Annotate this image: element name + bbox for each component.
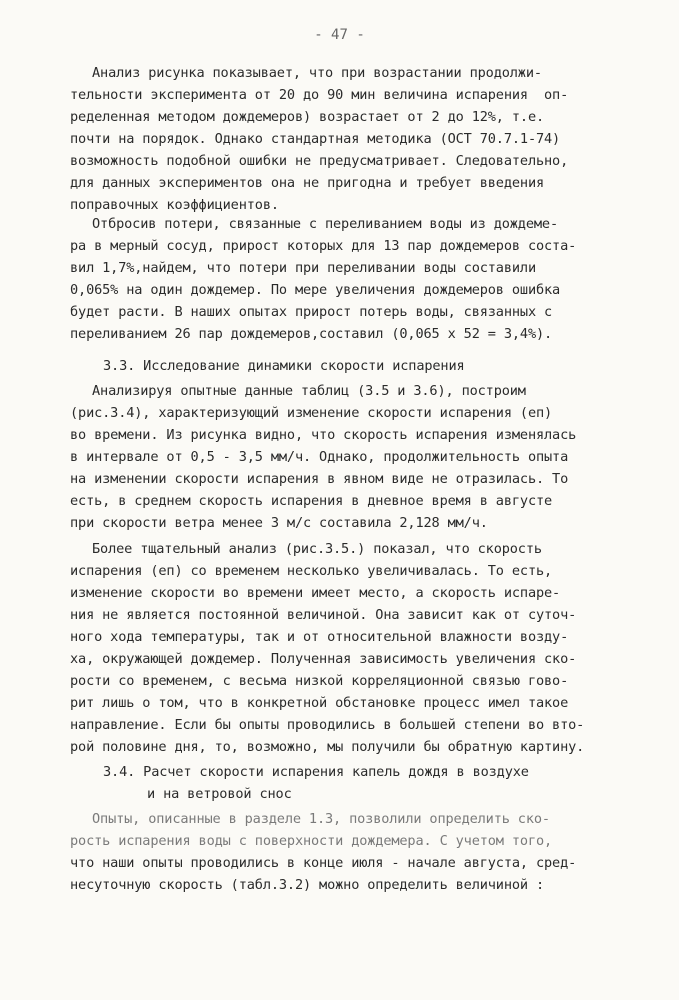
paragraph-2-line: переливанием 26 пар дождемеров,составил (0,065 х 52 = 3,4%). <box>70 326 553 342</box>
paragraph-2-line: ра в мерный сосуд, прирост которых для 13 пар дождемеров соста- <box>70 238 577 254</box>
paragraph-3-line: во времени. Из рисунка видно, что скорость испарения изменялась <box>70 427 577 443</box>
paragraph-4-line: ха, окружающей дождемер. Полученная зависимость увеличения ско- <box>70 651 577 667</box>
section-heading-3-4: 3.4. Расчет скорости испарения капель дождя в воздухе <box>103 764 529 780</box>
paragraph-3-line: есть, в среднем скорость испарения в дневное время в августе <box>70 493 553 509</box>
paragraph-1-line: тельности эксперимента от 20 до 90 мин величина испарения оп- <box>70 87 569 103</box>
paragraph-1-line: Анализ рисунка показывает, что при возрастании продолжи- <box>92 65 542 81</box>
paragraph-1-line: ределенная методом дождемеров) возрастает от 2 до 12%, т.е. <box>70 109 545 125</box>
paragraph-4-line: рит лишь о том, что в конкретной обстановке процесс имел такое <box>70 695 569 711</box>
paragraph-2-line: 0,065% на один дождемер. По мере увеличения дождемеров ошибка <box>70 282 561 298</box>
paragraph-4-line: направление. Если бы опыты проводились в большей степени во вто- <box>70 717 585 733</box>
paragraph-3-line: при скорости ветра менее 3 м/с составила 2,128 мм/ч. <box>70 515 488 531</box>
paragraph-3-line: на изменении скорости испарения в явном виде не отразилась. То <box>70 471 569 487</box>
paragraph-2-line: будет расти. В наших опытах прирост потерь воды, связанных с <box>70 304 553 320</box>
paragraph-4-line: испарения (еп) со временем несколько увеличивалась. То есть, <box>70 563 553 579</box>
paragraph-3-line: Анализируя опытные данные таблиц (3.5 и 3.6), построим <box>92 383 526 399</box>
page-number: - 47 - <box>314 27 365 43</box>
paragraph-3-line: (рис.3.4), характеризующий изменение скорости испарения (еп) <box>70 405 553 421</box>
paragraph-4-line: ного хода температуры, так и от относительной влажности возду- <box>70 629 569 645</box>
paragraph-5-line: что наши опыты проводились в конце июля - начале августа, сред- <box>70 855 577 871</box>
paragraph-1-line: поправочных коэффициентов. <box>70 197 279 213</box>
paragraph-4-line: рой половине дня, то, возможно, мы получили бы обратную картину. <box>70 739 585 755</box>
paragraph-4-line: ния не является постоянной величиной. Она зависит как от суточ- <box>70 607 577 623</box>
paragraph-1-line: для данных экспериментов она не пригодна и требует введения <box>70 175 545 191</box>
paragraph-1-line: почти на порядок. Однако стандартная методика (ОСТ 70.7.1-74) <box>70 131 561 147</box>
paragraph-4-line: рости со временем, с весьма низкой корреляционной связью гово- <box>70 673 569 689</box>
paragraph-2-line: Отбросив потери, связанные с переливанием воды из дождеме- <box>92 216 558 232</box>
paragraph-4-line: Более тщательный анализ (рис.3.5.) показал, что скорость <box>92 541 542 557</box>
paragraph-2-line: вил 1,7%,найдем, что потери при переливании воды составили <box>70 260 536 276</box>
paragraph-5-line: рость испарения воды с поверхности дождемера. С учетом того, <box>70 833 553 849</box>
paragraph-3-line: в интервале от 0,5 - 3,5 мм/ч. Однако, продолжительность опыта <box>70 449 569 465</box>
paragraph-4-line: изменение скорости во времени имеет место, а скорость испаре- <box>70 585 561 601</box>
paragraph-5-line: несуточную скорость (табл.3.2) можно определить величиной : <box>70 877 545 893</box>
paragraph-1-line: возможность подобной ошибки не предусматривает. Следовательно, <box>70 153 569 169</box>
paragraph-5-line: Опыты, описанные в разделе 1.3, позволили определить ско- <box>92 811 550 827</box>
section-heading-3-4: и на ветровой снос <box>147 786 292 802</box>
section-heading-3-3: 3.3. Исследование динамики скорости испарения <box>103 358 465 374</box>
